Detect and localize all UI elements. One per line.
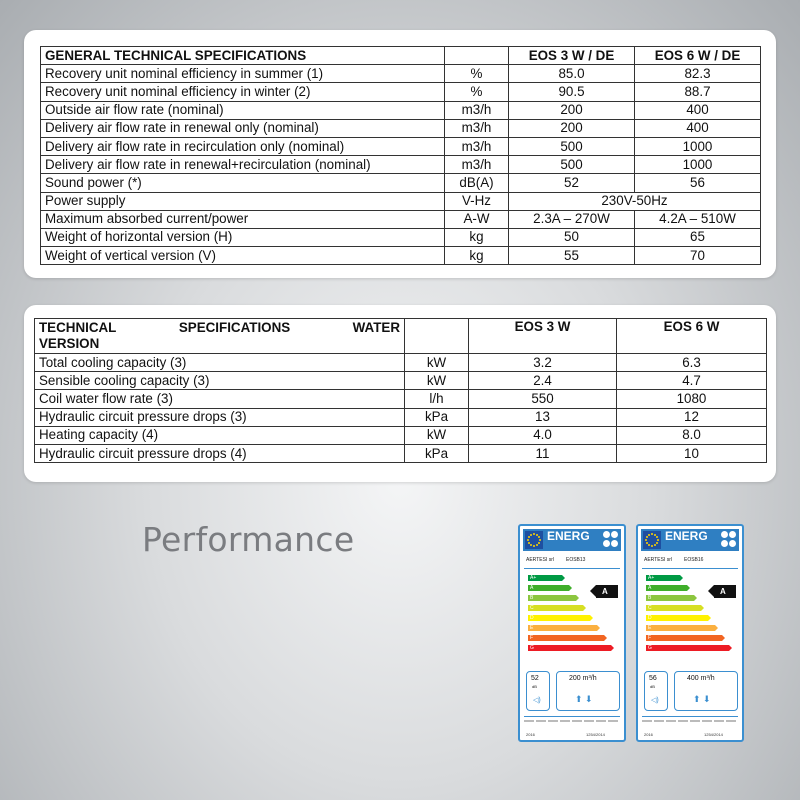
row-value-eos3: 50 bbox=[509, 228, 635, 246]
row-value-eos3: 13 bbox=[469, 408, 617, 426]
general-specs-card bbox=[24, 30, 776, 278]
model-code: EOSB13 bbox=[566, 557, 586, 563]
row-value-eos6: 10 bbox=[617, 444, 767, 462]
energy-label bbox=[518, 524, 626, 742]
manufacturer: AERTESI srl bbox=[644, 557, 672, 563]
language-dots-icon bbox=[721, 531, 737, 549]
label-year: 2016 bbox=[644, 732, 653, 737]
energy-class-bar: D bbox=[528, 615, 590, 621]
table-row bbox=[41, 119, 761, 137]
row-unit: V-Hz bbox=[445, 192, 509, 210]
water-specs-card bbox=[24, 305, 776, 482]
fine-print-line bbox=[524, 720, 620, 722]
title-word: TECHNICAL bbox=[39, 320, 117, 335]
energy-class-bar: B bbox=[646, 595, 694, 601]
row-value-eos6: 6.3 bbox=[617, 354, 767, 372]
airflow-arrows-icon: ⬆ ⬇ bbox=[575, 694, 593, 704]
table-row bbox=[35, 444, 767, 462]
table-row bbox=[35, 390, 767, 408]
row-unit: m3/h bbox=[445, 101, 509, 119]
table-header-row bbox=[41, 47, 761, 65]
energ-logo: ENERG bbox=[547, 529, 590, 543]
row-label: Delivery air flow rate in renewal+recirculation (nominal) bbox=[41, 156, 445, 174]
row-value-eos6: 1000 bbox=[635, 137, 761, 155]
energy-class-bar: C bbox=[646, 605, 701, 611]
sound-box bbox=[644, 671, 668, 711]
energy-class-bar: D bbox=[646, 615, 708, 621]
row-unit: A-W bbox=[445, 210, 509, 228]
row-value-eos3: 52 bbox=[509, 174, 635, 192]
row-label: Heating capacity (4) bbox=[35, 426, 405, 444]
row-label: Sensible cooling capacity (3) bbox=[35, 372, 405, 390]
unit-header bbox=[405, 319, 469, 354]
performance-heading: Performance bbox=[142, 520, 355, 559]
flow-value: 400 m³/h bbox=[687, 675, 715, 682]
row-label: Weight of vertical version (V) bbox=[41, 247, 445, 265]
column-header-eos6: EOS 6 W bbox=[617, 319, 767, 354]
label-header bbox=[641, 529, 739, 551]
sound-box bbox=[526, 671, 550, 711]
title-line-2: VERSION bbox=[39, 336, 100, 351]
row-label: Recovery unit nominal efficiency in winter (2) bbox=[41, 83, 445, 101]
row-unit: m3/h bbox=[445, 137, 509, 155]
table-header-row bbox=[35, 319, 767, 354]
flow-box bbox=[556, 671, 620, 711]
row-value-eos3: 3.2 bbox=[469, 354, 617, 372]
row-unit: l/h bbox=[405, 390, 469, 408]
energy-label bbox=[636, 524, 744, 742]
row-unit: kg bbox=[445, 228, 509, 246]
energy-class-bar: E bbox=[646, 625, 715, 631]
row-label: Delivery air flow rate in recirculation only (nominal) bbox=[41, 137, 445, 155]
divider bbox=[642, 568, 738, 569]
row-label: Weight of horizontal version (H) bbox=[41, 228, 445, 246]
manufacturer: AERTESI srl bbox=[526, 557, 554, 563]
model-code: EOSB16 bbox=[684, 557, 704, 563]
eu-flag-icon bbox=[525, 531, 543, 549]
row-value-eos6: 400 bbox=[635, 101, 761, 119]
sound-unit: dB bbox=[532, 684, 537, 689]
sound-icon: ◁) bbox=[533, 697, 541, 704]
sound-icon: ◁) bbox=[651, 697, 659, 704]
table-row bbox=[41, 65, 761, 83]
row-label: Power supply bbox=[41, 192, 445, 210]
row-value-eos6: 88.7 bbox=[635, 83, 761, 101]
eu-flag-icon bbox=[643, 531, 661, 549]
energy-class-bar: A bbox=[528, 585, 569, 591]
row-unit: kW bbox=[405, 354, 469, 372]
table-title bbox=[35, 319, 405, 354]
row-value-eos6: 1000 bbox=[635, 156, 761, 174]
row-value-eos3: 200 bbox=[509, 119, 635, 137]
label-header bbox=[523, 529, 621, 551]
language-dots-icon bbox=[603, 531, 619, 549]
row-value-eos3: 500 bbox=[509, 156, 635, 174]
row-unit: kPa bbox=[405, 444, 469, 462]
row-label: Outside air flow rate (nominal) bbox=[41, 101, 445, 119]
row-value-eos6: 65 bbox=[635, 228, 761, 246]
table-title: GENERAL TECHNICAL SPECIFICATIONS bbox=[41, 47, 445, 65]
table-row bbox=[41, 247, 761, 265]
row-value-eos3: 2.4 bbox=[469, 372, 617, 390]
row-value-eos6: 1080 bbox=[617, 390, 767, 408]
row-value-eos6: 4.7 bbox=[617, 372, 767, 390]
row-unit: kW bbox=[405, 426, 469, 444]
row-label: Hydraulic circuit pressure drops (4) bbox=[35, 444, 405, 462]
regulation-number: 1254/2014 bbox=[704, 732, 723, 737]
row-unit: % bbox=[445, 65, 509, 83]
row-value-eos6: 12 bbox=[617, 408, 767, 426]
row-value-eos6: 70 bbox=[635, 247, 761, 265]
energ-logo: ENERG bbox=[665, 529, 708, 543]
label-year: 2016 bbox=[526, 732, 535, 737]
column-header-eos3: EOS 3 W / DE bbox=[509, 47, 635, 65]
row-unit: kW bbox=[405, 372, 469, 390]
energy-class-indicator: A bbox=[714, 585, 736, 598]
table-row bbox=[35, 354, 767, 372]
row-value-eos3: 2.3A – 270W bbox=[509, 210, 635, 228]
row-unit: m3/h bbox=[445, 156, 509, 174]
water-specs-table bbox=[34, 318, 767, 463]
table-row bbox=[41, 83, 761, 101]
table-row bbox=[35, 426, 767, 444]
table-row bbox=[35, 408, 767, 426]
row-label: Sound power (*) bbox=[41, 174, 445, 192]
sound-unit: dB bbox=[650, 684, 655, 689]
general-specs-table bbox=[40, 46, 761, 265]
row-value-eos6: 8.0 bbox=[617, 426, 767, 444]
table-row bbox=[41, 137, 761, 155]
airflow-arrows-icon: ⬆ ⬇ bbox=[693, 694, 711, 704]
energy-class-bar: A bbox=[646, 585, 687, 591]
flow-box bbox=[674, 671, 738, 711]
row-value-eos3: 500 bbox=[509, 137, 635, 155]
row-value-eos6: 82.3 bbox=[635, 65, 761, 83]
column-header-eos3: EOS 3 W bbox=[469, 319, 617, 354]
energy-class-bar: G bbox=[528, 645, 611, 651]
sound-value: 56 bbox=[649, 675, 657, 682]
regulation-number: 1254/2014 bbox=[586, 732, 605, 737]
divider bbox=[642, 716, 738, 717]
row-value-eos3: 85.0 bbox=[509, 65, 635, 83]
flow-value: 200 m³/h bbox=[569, 675, 597, 682]
sound-value: 52 bbox=[531, 675, 539, 682]
fine-print-line bbox=[642, 720, 738, 722]
table-row bbox=[41, 156, 761, 174]
row-value-eos6: 4.2A – 510W bbox=[635, 210, 761, 228]
row-value-eos6: 400 bbox=[635, 119, 761, 137]
energy-class-bar: C bbox=[528, 605, 583, 611]
divider bbox=[524, 568, 620, 569]
divider bbox=[524, 716, 620, 717]
row-value-eos3: 90.5 bbox=[509, 83, 635, 101]
row-unit: kg bbox=[445, 247, 509, 265]
unit-header bbox=[445, 47, 509, 65]
row-value-merged: 230V-50Hz bbox=[509, 192, 761, 210]
title-word: SPECIFICATIONS bbox=[178, 320, 291, 335]
row-label: Delivery air flow rate in renewal only (nominal) bbox=[41, 119, 445, 137]
row-label: Recovery unit nominal efficiency in summer (1) bbox=[41, 65, 445, 83]
row-label: Maximum absorbed current/power bbox=[41, 210, 445, 228]
row-unit: % bbox=[445, 83, 509, 101]
energy-class-bar: A+ bbox=[528, 575, 562, 581]
column-header-eos6: EOS 6 W / DE bbox=[635, 47, 761, 65]
energy-class-bar: F bbox=[528, 635, 604, 641]
energy-class-bar: F bbox=[646, 635, 722, 641]
row-value-eos3: 55 bbox=[509, 247, 635, 265]
title-word: WATER bbox=[352, 320, 400, 335]
row-label: Total cooling capacity (3) bbox=[35, 354, 405, 372]
row-value-eos3: 11 bbox=[469, 444, 617, 462]
energy-class-bar: E bbox=[528, 625, 597, 631]
row-label: Coil water flow rate (3) bbox=[35, 390, 405, 408]
row-value-eos3: 4.0 bbox=[469, 426, 617, 444]
table-row bbox=[41, 174, 761, 192]
energy-class-indicator: A bbox=[596, 585, 618, 598]
row-value-eos6: 56 bbox=[635, 174, 761, 192]
row-unit: kPa bbox=[405, 408, 469, 426]
row-value-eos3: 550 bbox=[469, 390, 617, 408]
table-row bbox=[41, 228, 761, 246]
energy-class-bar: B bbox=[528, 595, 576, 601]
table-row bbox=[41, 101, 761, 119]
row-unit: dB(A) bbox=[445, 174, 509, 192]
row-unit: m3/h bbox=[445, 119, 509, 137]
energy-class-bar: G bbox=[646, 645, 729, 651]
table-row bbox=[41, 192, 761, 210]
energy-class-bar: A+ bbox=[646, 575, 680, 581]
row-value-eos3: 200 bbox=[509, 101, 635, 119]
row-label: Hydraulic circuit pressure drops (3) bbox=[35, 408, 405, 426]
table-row bbox=[35, 372, 767, 390]
table-row bbox=[41, 210, 761, 228]
